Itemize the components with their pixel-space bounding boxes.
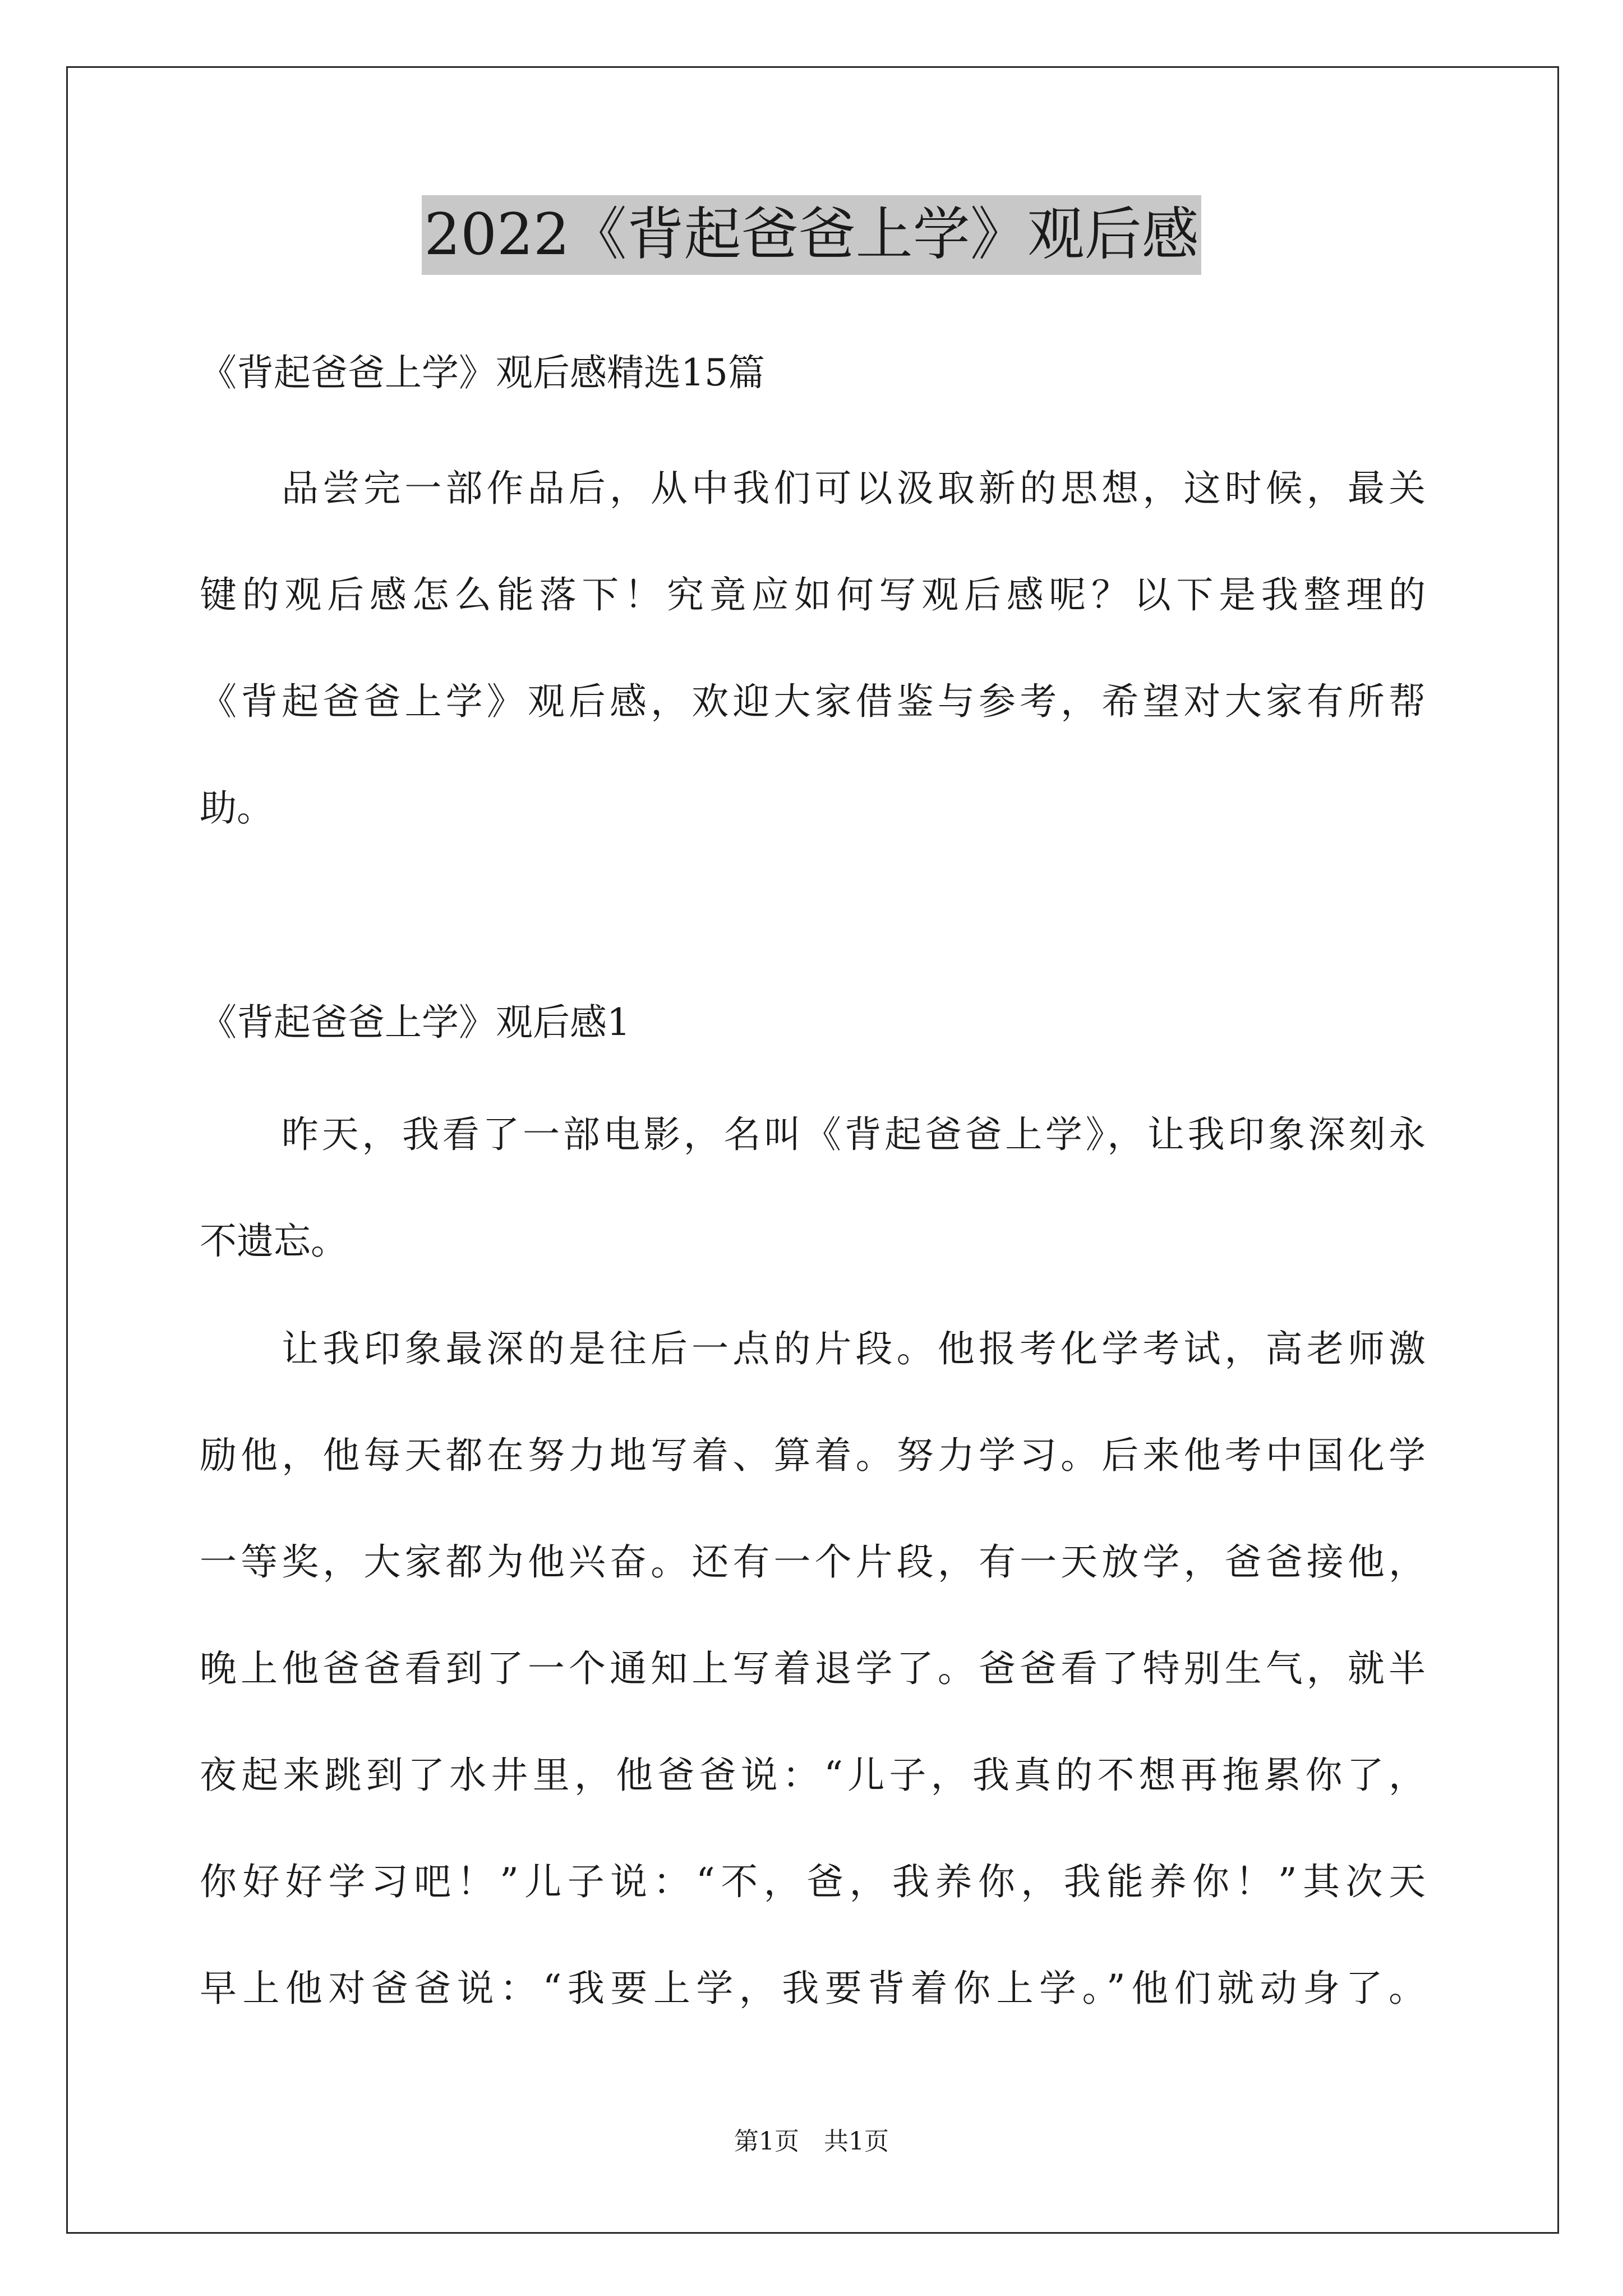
- paragraph-line: 昨天，我看了一部电影，名叫《背起爸爸上学》，让我印象深刻永: [282, 1113, 1426, 1156]
- intro-line: 助。: [200, 786, 274, 830]
- intro-line: 键的观后感怎么能落下！究竟应如何写观后感呢？以下是我整理的: [200, 573, 1426, 616]
- paragraph-line: 夜起来跳到了水井里，他爸爸说：“儿子，我真的不想再拖累你了，: [200, 1754, 1426, 1797]
- paragraph-line: 不遗忘。: [200, 1220, 348, 1263]
- paragraph-line: 一等奖，大家都为他兴奋。还有一个片段，有一天放学，爸爸接他，: [200, 1540, 1426, 1584]
- paragraph-line: 早上他对爸爸说：“我要上学，我要背着你上学。”他们就动身了。: [200, 1967, 1426, 2010]
- page-footer: 第1页 共1页: [734, 2127, 889, 2156]
- intro-line: 品尝完一部作品后，从中我们可以汲取新的思想，这时候，最关: [282, 467, 1426, 510]
- paragraph-line: 你好好学习吧！”儿子说：“不，爸，我养你，我能养你！”其次天: [200, 1860, 1426, 1903]
- subtitle: 《背起爸爸上学》观后感精选15篇: [200, 351, 765, 394]
- paragraph-line: 晚上他爸爸看到了一个通知上写着退学了。爸爸看了特别生气，就半: [200, 1647, 1426, 1690]
- paragraph-line: 让我印象最深的是往后一点的片段。他报考化学考试，高老师激: [282, 1327, 1426, 1370]
- paragraph-line: 励他，他每天都在努力地写着、算着。努力学习。后来他考中国化学: [200, 1434, 1426, 1477]
- document-title-wrapper: [0, 195, 1623, 275]
- document-title: 2022《背起爸爸上学》观后感: [422, 195, 1201, 275]
- intro-line: 《背起爸爸上学》观后感，欢迎大家借鉴与参考，希望对大家有所帮: [200, 680, 1426, 723]
- section-heading: 《背起爸爸上学》观后感1: [200, 1001, 630, 1044]
